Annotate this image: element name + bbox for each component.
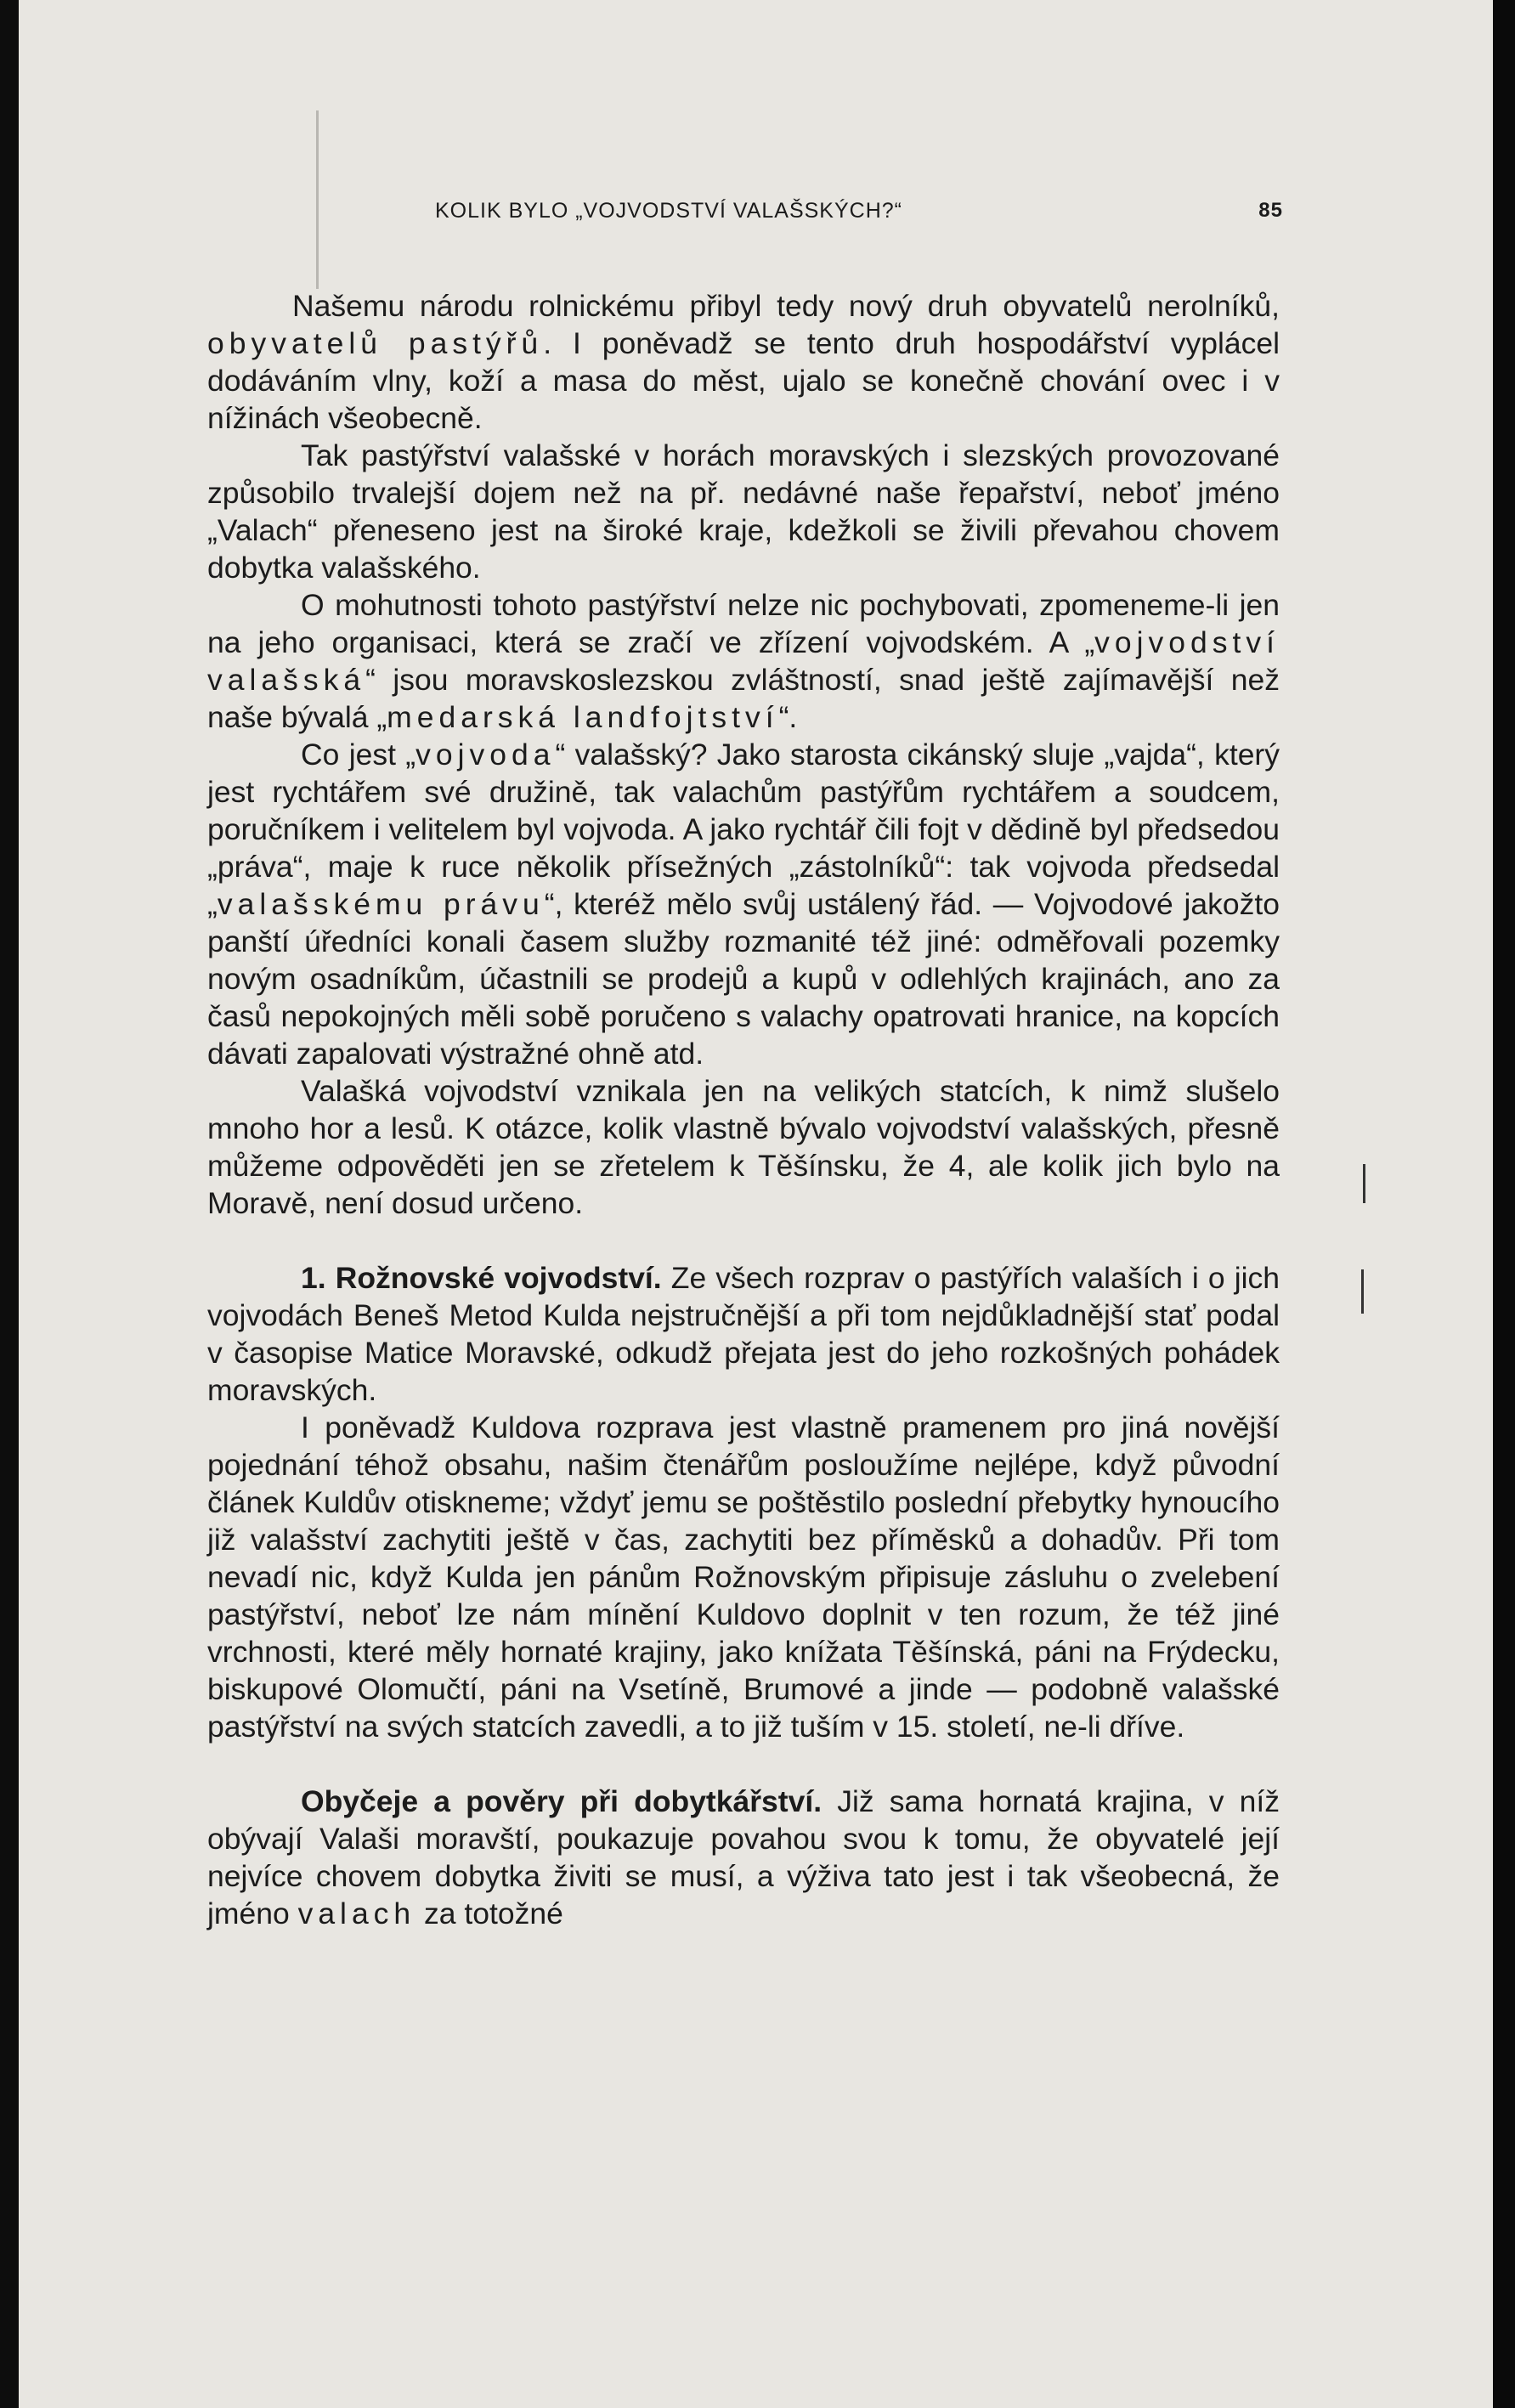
- paragraph: Co jest „vojvoda“ valašský? Jako starosta cikánský sluje „vajda“, který jest rychtářem své družině, tak valachům pastýřům rychtářem a soudcem, poručníkem i velitelem byl vojvoda. A jako rychtář čili fojt v dědině byl předsedou „práva“, maje k ruce několik přísežných „zástolníků“: tak vojvoda předsedal „valašskému právu“, kteréž mělo svůj ustálený řád. — Vojvodové jakožto panští úředníci konali časem služby rozmanité též jiné: odměřovali pozemky novým osadníkům, účastnili se prodejů a kupů v odlehlých krajinách, ano za časů nepokojných měli sobě poručeno s valachy opatrovati hranice, na kopcích dávati zapalovati výstražné ohně atd.: [207, 738, 1280, 1071]
- paragraph: Valašká vojvodství vznikala jen na velikých statcích, k nimž slušelo mnoho hor a lesů. K otázce, kolik vlastně bývalo vojvodství valašských, přesně můžeme odpověděti jen se zřetelem k Těšínsku, že 4, ale kolik jich bylo na Moravě, není dosud určeno.: [207, 1074, 1280, 1220]
- page-number: 85: [1258, 199, 1283, 222]
- running-header: [435, 199, 1283, 233]
- header-title: KOLIK BYLO „VOJVODSTVÍ VALAŠSKÝCH?“: [435, 199, 902, 223]
- fold-line: [316, 110, 319, 289]
- margin-mark: [1361, 1269, 1364, 1314]
- paragraph: Našemu národu rolnickému přibyl tedy nový druh obyvatelů nerolníků, obyvatelů pastýřů. I poněvadž se tento druh hospodářství vyplácel dodáváním vlny, koží a masa do měst, ujalo se konečně chování ovec i v nížinách všeobecně.: [207, 289, 1280, 435]
- scan-edge-left: [0, 0, 19, 2408]
- section-2-paragraph: Obyčeje a pověry při dobytkářství. Již sama hornatá krajina, v níž obývají Valaši moravští, poukazuje povahou svou k tomu, že obyvatelé její nejvíce chovem dobytka živiti se musí, a výživa tato jest i tak všeobecná, že jméno valach za totožné: [207, 1784, 1280, 1930]
- paragraph: Tak pastýřství valašské v horách moravských i slezských provozované způsobilo trvalejší dojem než na př. nedávné naše řepařství, neboť jméno „Valach“ přeneseno jest na široké kraje, kdežkoli se živili převahou chovem dobytka valašského.: [207, 438, 1280, 585]
- section-heading: 1. Rožnovské vojvodství.: [301, 1261, 662, 1295]
- section-heading: Obyčeje a pověry při dobytkářství.: [301, 1784, 823, 1818]
- section-1-paragraph: 1. Rožnovské vojvodství. Ze všech rozprav o pastýřích valaších i o jich vojvodách Beneš Metod Kulda nejstručnější a při tom nejdůkladnější stať podal v časopise Matice Moravské, odkudž přejata jest do jeho rozkošných pohádek moravských.: [207, 1261, 1280, 1407]
- margin-mark: [1363, 1164, 1365, 1203]
- paragraph: I poněvadž Kuldova rozprava jest vlastně pramenem pro jiná novější pojednání téhož obsahu, našim čtenářům posloužíme nejlépe, když původní článek Kuldův otiskneme; vždyť jemu se poštěstilo poslední přebytky hynoucího již valašství zachytiti ještě v čas, zachytiti bez příměsků a dohadův. Při tom nevadí nic, když Kulda jen pánům Rožnovským připisuje zásluhu o zvelebení pastýřství, neboť lze nám mínění Kuldovo doplnit v ten rozum, že též jiné vrchnosti, které měly hornaté krajiny, jako knížata Těšínská, páni na Frýdecku, biskupové Olomučtí, páni na Vsetíně, Brumové a jinde — podobně valašské pastýřství na svých statcích zavedli, a to již tuším v 15. století, ne-li dříve.: [207, 1410, 1280, 1744]
- scan-edge-right: [1493, 0, 1515, 2408]
- paragraph: O mohutnosti tohoto pastýřství nelze nic pochybovati, zpomeneme-li jen na jeho organisaci, která se zračí ve zřízení vojvodském. A „vojvodství valašská“ jsou moravskoslezskou zvláštností, snad ještě zajímavější než naše bývalá „medarská landfojtství“.: [207, 588, 1280, 734]
- body-text: [207, 287, 1280, 1932]
